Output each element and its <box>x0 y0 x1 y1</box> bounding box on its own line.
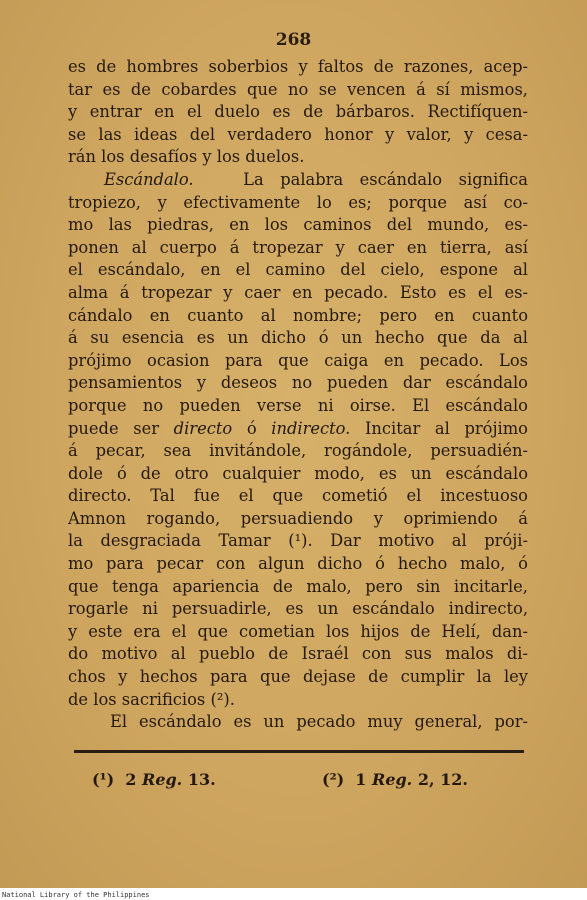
text-line: directo. Tal fue el que cometió el incestuoso <box>68 486 528 506</box>
footnote-mark: (¹) <box>92 770 115 789</box>
text-line: porque no pueden verse ni oirse. El escándalo <box>68 395 528 415</box>
text-fragment: ó <box>246 418 257 438</box>
text-fragment: Incitar al prójimo <box>365 418 528 438</box>
text-line: rogarle ni persuadirle, es un escándalo indirecto, <box>68 599 528 619</box>
text-line: y entrar en el duelo es de bárbaros. Rectifíquen- <box>68 102 528 122</box>
italic-term: indirecto. <box>271 418 351 438</box>
text-fragment: La palabra escándalo significa <box>243 169 528 189</box>
text-line: el escándalo, en el camino del cielo, espone al <box>68 260 528 280</box>
footnote-reference: 13. <box>187 770 216 789</box>
section-heading: Escándalo. <box>104 169 194 189</box>
text-line: pensamientos y deseos no pueden dar escándalo <box>68 373 528 393</box>
footnote-mark: (²) <box>322 770 345 789</box>
text-line: chos y hechos para que dejase de cumplir la ley <box>68 667 528 687</box>
text-line: ponen al cuerpo á tropezar y caer en tierra, así <box>68 237 528 257</box>
text-line: que tenga apariencia de malo, pero sin incitarle, <box>68 576 528 596</box>
text-line: y este era el que cometian los hijos de Helí, dan- <box>68 621 528 641</box>
text-line: rán los desafíos y los duelos. <box>68 147 305 167</box>
text-line: tropiezo, y efectivamente lo es; porque así co- <box>68 192 528 212</box>
text-line: se las ideas del verdadero honor y valor, y cesa- <box>68 124 528 144</box>
footnote-1 <box>92 770 216 789</box>
text-line: tar es de cobardes que no se vencen á sí mismos, <box>68 79 528 99</box>
footnote-divider <box>74 750 524 753</box>
text-line <box>68 169 528 192</box>
footnote-number: 1 <box>355 770 367 789</box>
text-line: á su esencia es un dicho ó un hecho que da al <box>68 328 528 348</box>
text-line <box>68 418 528 441</box>
text-line: mo para pecar con algun dicho ó hecho malo, ó <box>68 554 528 574</box>
text-line: la desgraciada Tamar (¹). Dar motivo al próji- <box>68 531 528 551</box>
footnotes <box>0 770 587 794</box>
text-line: dole ó de otro cualquier modo, es un escándalo <box>68 463 528 483</box>
text-line: Amnon rogando, persuadiendo y oprimiendo á <box>68 508 528 528</box>
page-number: 268 <box>275 30 312 50</box>
footnote-book: Reg. <box>372 770 413 789</box>
footnote-reference: 2, 12. <box>417 770 468 789</box>
text-line: mo las piedras, en los caminos del mundo, es- <box>68 215 528 235</box>
footnote-book: Reg. <box>142 770 183 789</box>
text-line: cándalo en cuanto al nombre; pero en cuanto <box>68 305 528 325</box>
italic-term: directo <box>173 418 233 438</box>
text-line: do motivo al pueblo de Israél con sus malos di- <box>68 644 528 664</box>
text-line: á pecar, sea invitándole, rogándole, persuadién- <box>68 441 528 461</box>
body-text <box>68 56 528 734</box>
text-line: es de hombres soberbios y faltos de razones, acep- <box>68 57 528 76</box>
text-line: alma á tropezar y caer en pecado. Esto es el es- <box>68 282 528 302</box>
footnote-2 <box>322 770 468 789</box>
footnote-number: 2 <box>125 770 137 789</box>
text-line: El escándalo es un pecado muy general, por- <box>110 712 528 732</box>
text-line: prójimo ocasion para que caiga en pecado. Los <box>68 350 528 370</box>
text-fragment: puede ser <box>68 418 160 438</box>
library-credit: National Library of the Philippines <box>2 891 150 899</box>
text-line: de los sacrificios (²). <box>68 689 235 709</box>
